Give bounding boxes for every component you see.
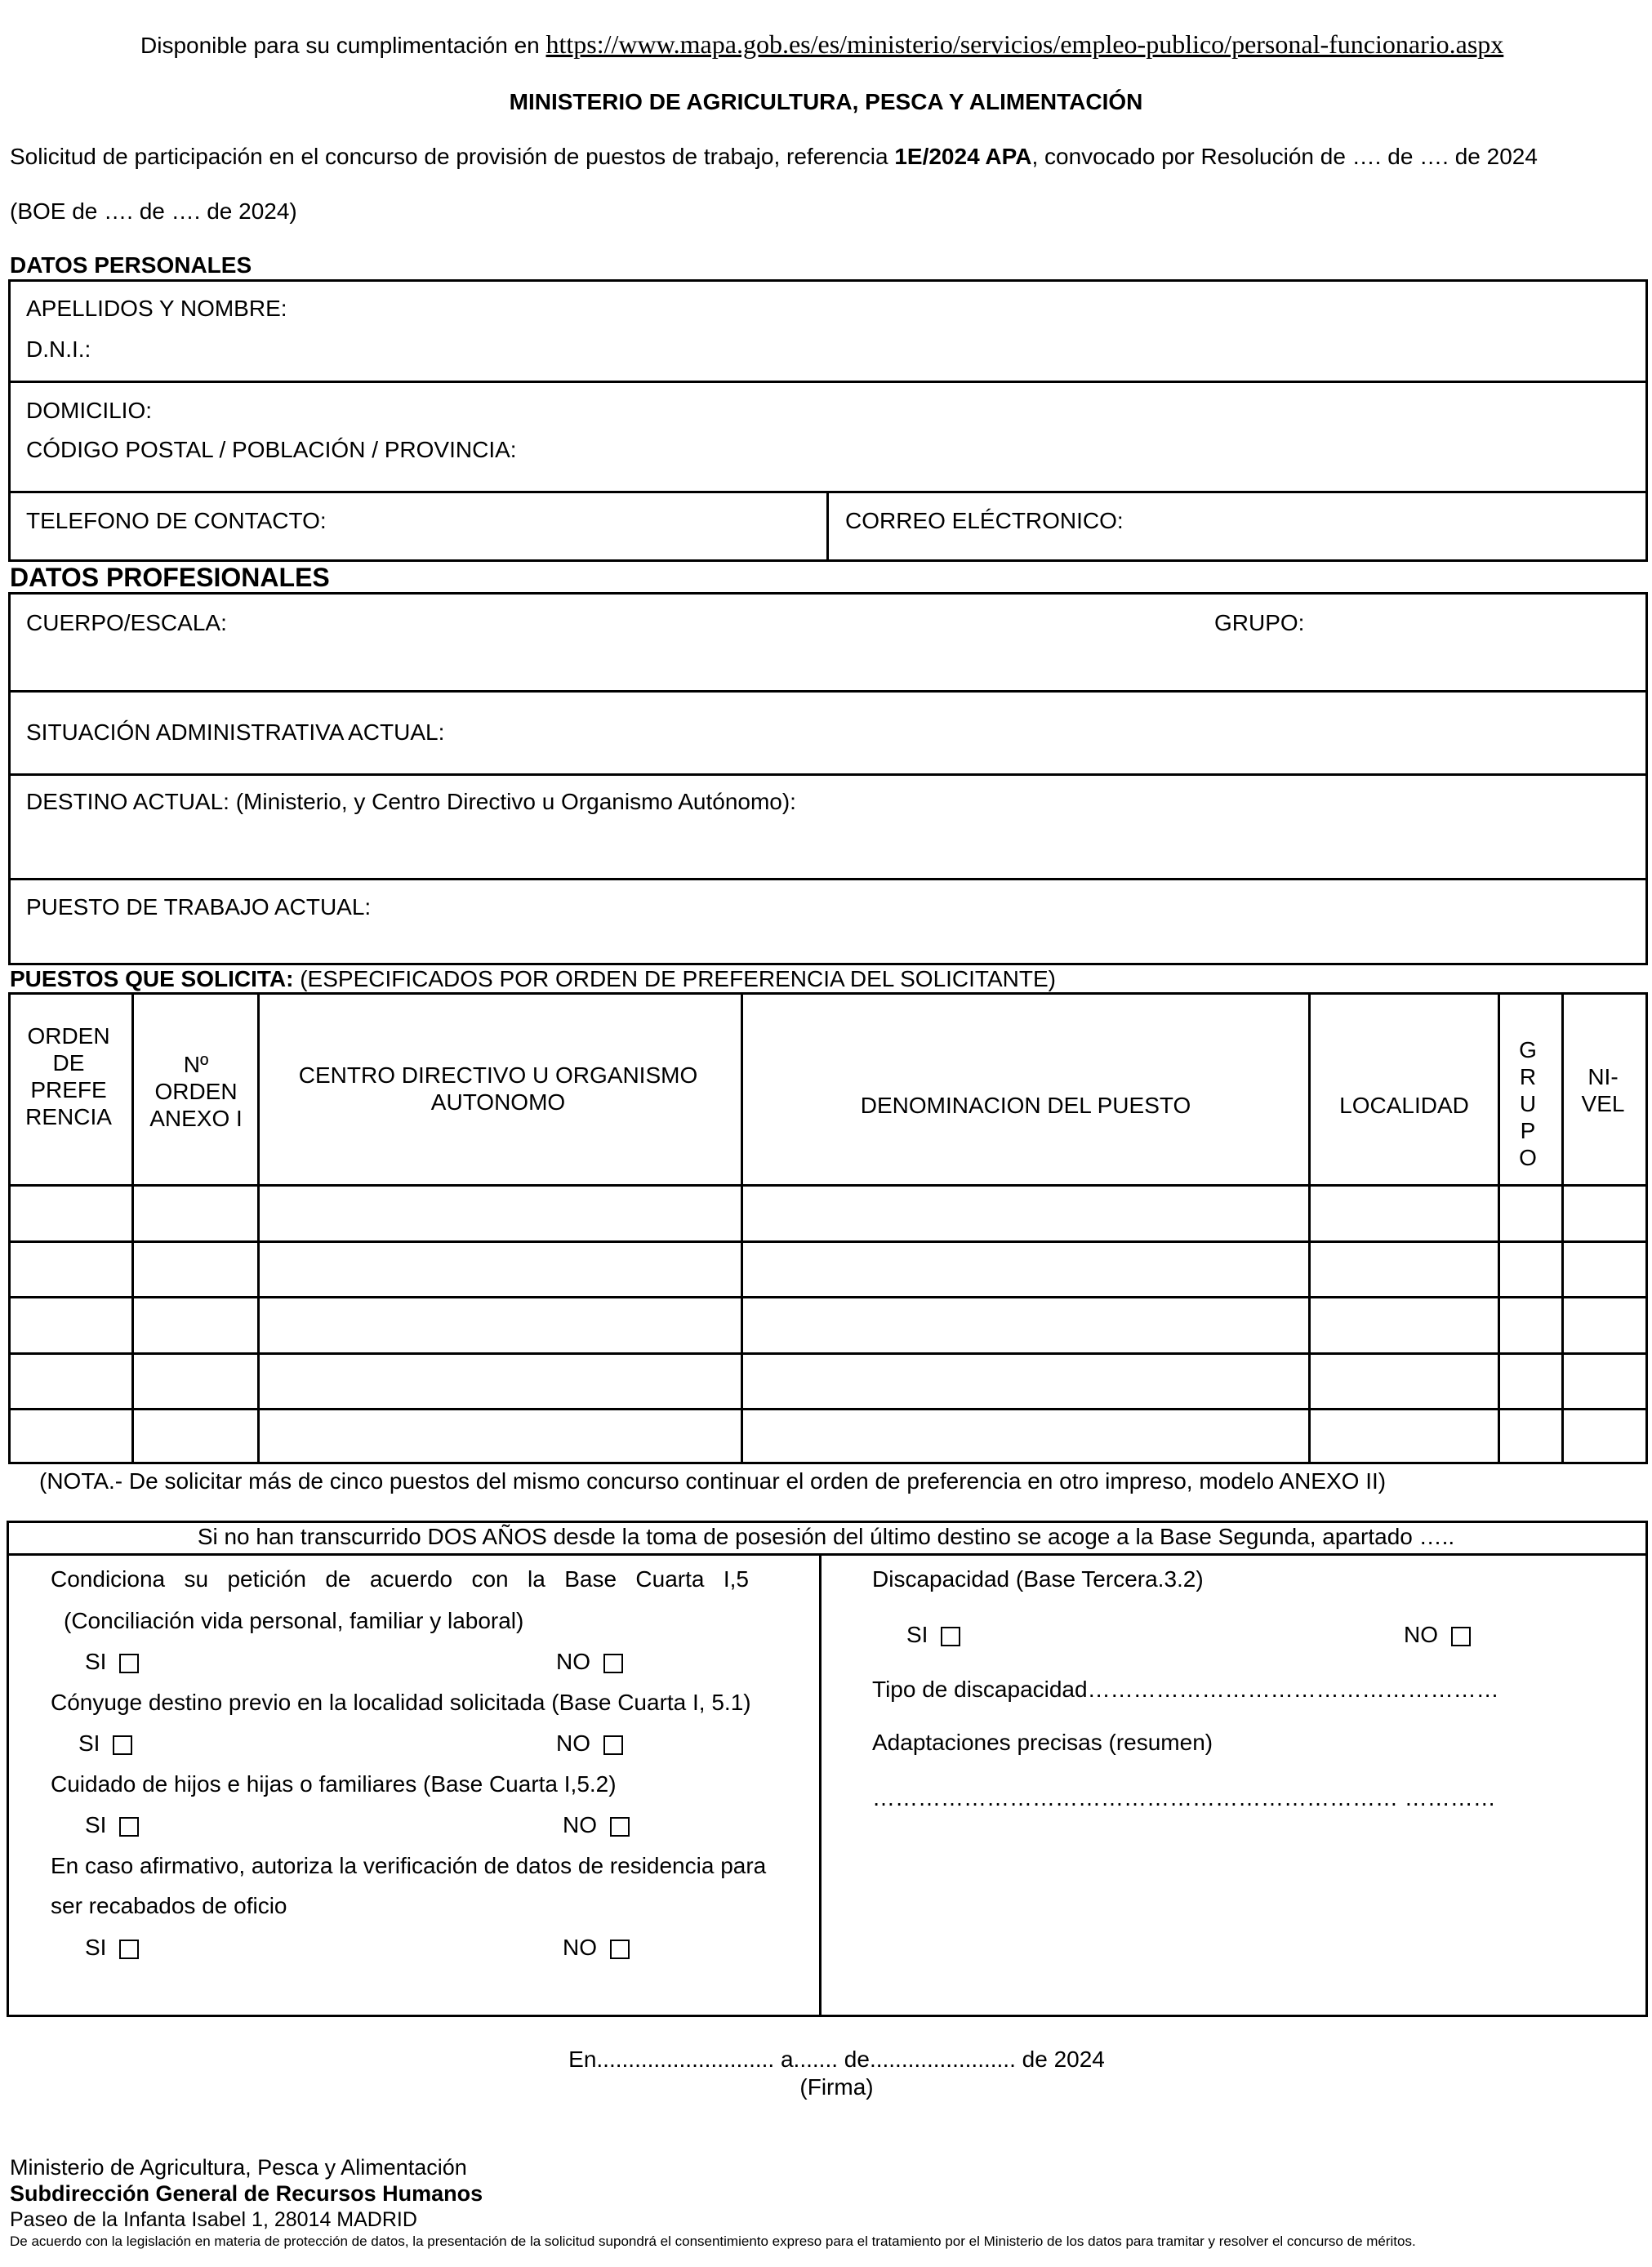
verification-no-option[interactable]: NO	[563, 1934, 630, 1962]
phone-field-label[interactable]: TELEFONO DE CONTACTO:	[26, 508, 327, 533]
divider	[819, 1553, 822, 2017]
ministry-title: MINISTERIO DE AGRICULTURA, PESCA Y ALIMENTACIÓN	[509, 89, 1143, 114]
boe-line: (BOE de …. de …. de 2024)	[10, 198, 297, 224]
corps-field-label[interactable]: CUERPO/ESCALA:	[26, 610, 227, 635]
footer-subdirection: Subdirección General de Recursos Humanos	[10, 2181, 483, 2206]
spouse-no-option[interactable]: NO	[556, 1730, 623, 1757]
personal-data-title: DATOS PERSONALES	[10, 252, 252, 278]
checkbox-icon[interactable]	[1451, 1627, 1471, 1646]
table-row-divider	[8, 1352, 1648, 1355]
col-header-locality: LOCALIDAD	[1339, 1092, 1469, 1118]
condition-care-label: Cuidado de hijos e hijas o familiares (Base Cuarta I,5.2)	[51, 1771, 617, 1797]
col-header-order: ORDEN DE PREFE RENCIA	[25, 1023, 112, 1129]
address-field-label[interactable]: DOMICILIO:	[26, 398, 153, 423]
divider	[8, 878, 1648, 880]
disability-no-option[interactable]: NO	[1404, 1621, 1471, 1649]
verification-yes-option[interactable]: SI	[85, 1934, 139, 1962]
group-field-label[interactable]: GRUPO:	[1214, 610, 1305, 635]
conciliation-yes-option[interactable]: SI	[85, 1648, 139, 1676]
dni-field-label[interactable]: D.N.I.:	[26, 336, 91, 362]
conditions-box	[7, 1521, 1648, 2017]
availability-line	[140, 28, 1503, 60]
table-row-divider	[8, 1296, 1648, 1298]
conditions-header: Si no han transcurrido DOS AÑOS desde la toma de posesión del último destino se acoge a la Base Segunda, apartado …..	[197, 1524, 1455, 1549]
positions-title: PUESTOS QUE SOLICITA: (ESPECIFICADOS POR ORDEN DE PREFERENCIA DEL SOLICITANTE)	[10, 966, 1056, 991]
signature-label: (Firma)	[799, 2074, 874, 2100]
checkbox-icon[interactable]	[119, 1654, 139, 1673]
footer-legal-notice: De acuerdo con la legislación en materia de protección de datos, la presentación de la solicitud supondrá el consentimiento expreso para el tratamiento por el Ministerio de los datos para tramitar y resolver el concurso de méritos.	[10, 2234, 1416, 2249]
care-yes-option[interactable]: SI	[85, 1811, 139, 1839]
footer-ministry: Ministerio de Agricultura, Pesca y Alimentación	[10, 2155, 467, 2180]
condition-spouse-label: Cónyuge destino previo en la localidad solicitada (Base Cuarta I, 5.1)	[51, 1690, 751, 1715]
divider	[826, 491, 829, 562]
situation-field-label[interactable]: SITUACIÓN ADMINISTRATIVA ACTUAL:	[26, 719, 445, 745]
professional-data-title: DATOS PROFESIONALES	[10, 563, 330, 592]
checkbox-icon[interactable]	[610, 1940, 630, 1959]
table-column-divider	[1498, 992, 1500, 1464]
conciliation-no-option[interactable]: NO	[556, 1648, 623, 1676]
table-row-divider	[8, 1184, 1648, 1187]
divider	[8, 690, 1648, 693]
request-reference: 1E/2024 APA	[894, 144, 1032, 169]
checkbox-icon[interactable]	[113, 1735, 132, 1755]
positions-note: (NOTA.- De solicitar más de cinco puestos del mismo concurso continuar el orden de preferencia en otro impreso, modelo ANEXO II)	[39, 1468, 1387, 1494]
divider	[7, 1553, 1648, 1556]
table-column-divider	[1561, 992, 1564, 1464]
adaptations-field[interactable]: …………………………………………………………… …………	[872, 1785, 1496, 1810]
table-row-divider	[8, 1408, 1648, 1410]
checkbox-icon[interactable]	[119, 1817, 139, 1837]
postal-field-label[interactable]: CÓDIGO POSTAL / POBLACIÓN / PROVINCIA:	[26, 437, 517, 462]
signature-place-date[interactable]: En............................ a....... de....................... de 2024	[568, 2047, 1105, 2072]
adaptations-label: Adaptaciones precisas (resumen)	[872, 1730, 1213, 1755]
col-header-center: CENTRO DIRECTIVO U ORGANISMO AUTONOMO	[298, 1062, 698, 1115]
availability-text: Disponible para su cumplimentación en	[140, 33, 540, 58]
condition-conciliation-sub: (Conciliación vida personal, familiar y laboral)	[64, 1608, 524, 1633]
disability-type-field[interactable]: Tipo de discapacidad………………………………………………	[872, 1677, 1499, 1702]
positions-table	[8, 992, 1648, 1464]
col-header-level: NI- VEL	[1581, 1064, 1625, 1116]
col-header-denomination: DENOMINACION DEL PUESTO	[860, 1092, 1191, 1118]
email-field-label[interactable]: CORREO ELÉCTRONICO:	[845, 508, 1124, 533]
disability-label: Discapacidad (Base Tercera.3.2)	[872, 1566, 1204, 1592]
table-column-divider	[257, 992, 260, 1464]
condition-verification-label-2: ser recabados de oficio	[51, 1893, 287, 1918]
position-field-label[interactable]: PUESTO DE TRABAJO ACTUAL:	[26, 894, 372, 920]
checkbox-icon[interactable]	[119, 1940, 139, 1959]
condition-conciliation-label: Condiciona su petición de acuerdo con la Base Cuarta I,5	[51, 1566, 749, 1592]
checkbox-icon[interactable]	[610, 1817, 630, 1837]
footer-address: Paseo de la Infanta Isabel 1, 28014 MADRID	[10, 2208, 417, 2231]
divider	[8, 381, 1648, 383]
checkbox-icon[interactable]	[603, 1735, 623, 1755]
col-header-annex-order: Nº ORDEN ANEXO I	[149, 1051, 243, 1131]
destination-field-label[interactable]: DESTINO ACTUAL: (Ministerio, y Centro Directivo u Organismo Autónomo):	[26, 789, 796, 814]
divider	[8, 773, 1648, 776]
checkbox-icon[interactable]	[941, 1627, 960, 1646]
table-column-divider	[741, 992, 743, 1464]
col-header-group: G R U P O	[1519, 1036, 1537, 1170]
table-row-divider	[8, 1240, 1648, 1243]
condition-verification-label-1: En caso afirmativo, autoriza la verificación de datos de residencia para	[51, 1853, 767, 1878]
form-url-link[interactable]: https://www.mapa.gob.es/es/ministerio/servicios/empleo-publico/personal-funcionario.aspx	[545, 29, 1504, 59]
request-line: Solicitud de participación en el concurso de provisión de puestos de trabajo, referencia 1E/2024 APA, convocado por Resolución de …. de …. de 2024	[10, 144, 1538, 169]
disability-yes-option[interactable]: SI	[906, 1621, 960, 1649]
checkbox-icon[interactable]	[603, 1654, 623, 1673]
name-field-label[interactable]: APELLIDOS Y NOMBRE:	[26, 296, 287, 321]
table-column-divider	[1308, 992, 1311, 1464]
spouse-yes-option[interactable]: SI	[78, 1730, 132, 1757]
care-no-option[interactable]: NO	[563, 1811, 630, 1839]
table-column-divider	[131, 992, 134, 1464]
